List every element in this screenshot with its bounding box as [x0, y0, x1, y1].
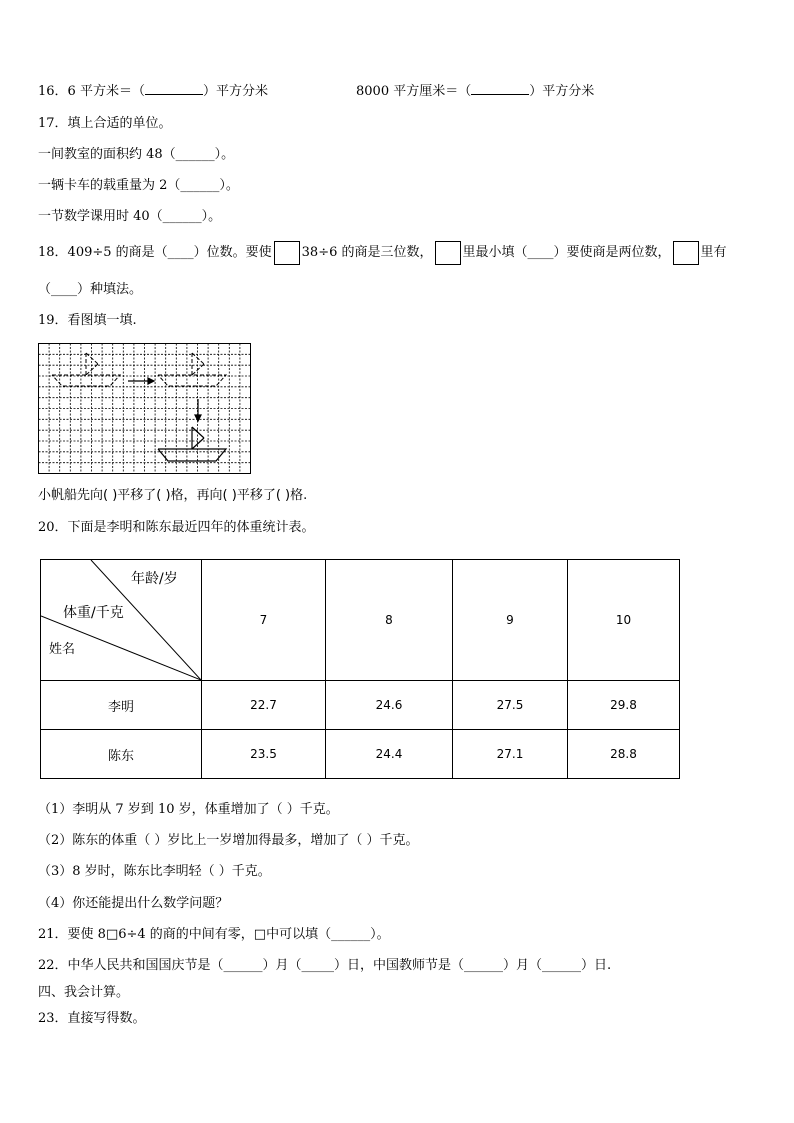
q17-line-2: 一辆卡车的载重量为 2（______）。	[38, 178, 239, 193]
q16-a-left: 6 平方米＝（	[67, 84, 145, 99]
age-header-cell: 8	[326, 560, 453, 681]
q20-title: 20．下面是李明和陈东最近四年的体重统计表。	[38, 520, 315, 535]
q16-a-right: ）平方分米	[202, 84, 268, 99]
arrow-right-icon	[128, 378, 154, 384]
header-weight-label: 体重/千克	[63, 605, 124, 621]
row-name-cell: 李明	[41, 681, 202, 730]
q16-b-line	[356, 82, 594, 101]
q20-sub-1: （1）李明从 7 岁到 10 岁，体重增加了（ ）千克。	[38, 802, 339, 817]
q20-sub-4: （4）你还能提出什么数学问题？	[38, 896, 229, 911]
q17-line-1: 一间教室的面积约 48（______）。	[38, 147, 235, 162]
q23-line: 23．直接写得数。	[38, 1011, 146, 1026]
table-cell: 29.8	[568, 681, 680, 730]
section-heading: 四、我会计算。	[38, 985, 130, 1000]
age-header-cell: 10	[568, 560, 680, 681]
q18-box-3[interactable]	[673, 241, 699, 265]
q22-line: 22．中华人民共和国国庆节是（______）月（_____）日，中国教师节是（______）月（______）日.	[38, 958, 612, 973]
q17-title: 17．填上合适的单位。	[38, 116, 172, 131]
boat-shape-translated	[158, 353, 226, 386]
q18-line-1	[38, 240, 727, 266]
table-cell: 28.8	[568, 730, 680, 779]
weight-table	[40, 559, 680, 779]
q18-box-2[interactable]	[435, 241, 461, 265]
table-row	[41, 730, 680, 779]
q18-part-2: 38÷6 的商是三位数，	[301, 245, 433, 260]
q18-part-3: 里最小填（____）要使商是两位数，	[462, 245, 671, 260]
table-row	[41, 681, 680, 730]
table-cell: 23.5	[202, 730, 326, 779]
boat-shape-original	[52, 353, 120, 386]
table-cell: 22.7	[202, 681, 326, 730]
q17-line-3: 一节数学课用时 40（______）。	[38, 209, 222, 224]
header-age-label: 年龄/岁	[131, 571, 178, 587]
row-name-cell: 陈东	[41, 730, 202, 779]
table-cell: 24.6	[326, 681, 453, 730]
table-cell: 24.4	[326, 730, 453, 779]
q16-number: 16．	[38, 84, 68, 99]
q19-title: 19．看图填一填.	[38, 313, 137, 328]
grid-svg	[38, 343, 252, 475]
q18-box-1[interactable]	[274, 241, 300, 265]
age-header-cell: 9	[453, 560, 568, 681]
q16-b-left: 8000 平方厘米＝（	[356, 84, 472, 99]
q16-line	[38, 82, 268, 101]
q16-b-blank[interactable]	[471, 82, 529, 95]
table-cell: 27.1	[453, 730, 568, 779]
arrow-down-icon	[195, 399, 201, 421]
boat-shape-final	[158, 427, 226, 461]
q21-line: 21．要使 8□6÷4 的商的中间有零，□中可以填（______）。	[38, 927, 390, 942]
q20-sub-2: （2）陈东的体重（ ）岁比上一岁增加得最多，增加了（ ）千克。	[38, 833, 419, 848]
table-header-diagonal-cell	[41, 560, 202, 681]
table-cell: 27.5	[453, 681, 568, 730]
q18-part-4: 里有	[700, 245, 727, 260]
q18-part-1: 18．409÷5 的商是（____）位数。要使	[38, 245, 272, 260]
age-header-cell: 7	[202, 560, 326, 681]
header-name-label: 姓名	[49, 642, 76, 657]
q16-a-blank[interactable]	[145, 82, 203, 95]
q18-line-2: （____）种填法。	[38, 282, 143, 297]
q19-answer: 小帆船先向( )平移了( )格，再向( )平移了( )格.	[38, 488, 308, 503]
q20-sub-3: （3）8 岁时，陈东比李明轻（ ）千克。	[38, 864, 271, 879]
q16-b-right: ）平方分米	[529, 84, 595, 99]
boat-grid-figure	[38, 343, 252, 479]
